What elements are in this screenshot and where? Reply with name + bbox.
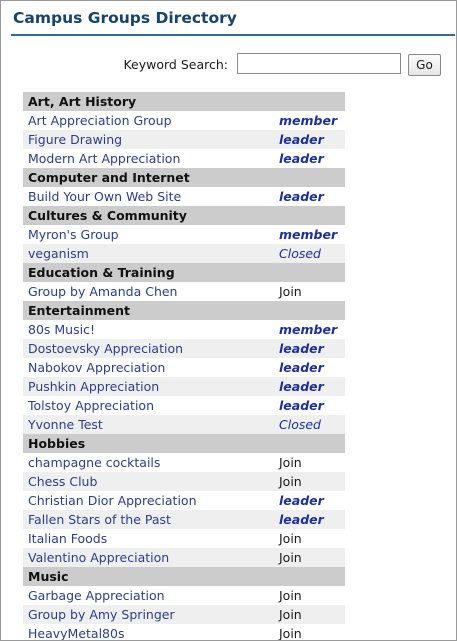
leader-status: leader xyxy=(279,493,324,508)
group-row xyxy=(23,472,345,491)
group-row xyxy=(23,130,345,149)
leader-status: leader xyxy=(279,132,324,147)
group-row xyxy=(23,586,345,605)
group-name-link[interactable]: Fallen Stars of the Past xyxy=(28,512,171,527)
search-bar xyxy=(1,53,456,77)
group-name-link[interactable]: Art Appreciation Group xyxy=(28,113,172,128)
group-row xyxy=(23,624,345,641)
group-row xyxy=(23,339,345,358)
group-name-link[interactable]: Yvonne Test xyxy=(28,417,103,432)
leader-status: leader xyxy=(279,398,324,413)
group-name-link[interactable]: HeavyMetal80s xyxy=(28,626,125,641)
group-row xyxy=(23,605,345,624)
join-link[interactable]: Join xyxy=(279,607,302,622)
category-header: Art, Art History xyxy=(23,92,345,111)
group-name-link[interactable]: Build Your Own Web Site xyxy=(28,189,182,204)
search-input[interactable] xyxy=(237,53,401,74)
group-row xyxy=(23,358,345,377)
closed-status: Closed xyxy=(279,417,321,432)
category-header: Education & Training xyxy=(23,263,345,282)
group-name-link[interactable]: Nabokov Appreciation xyxy=(28,360,166,375)
join-link[interactable]: Join xyxy=(279,588,302,603)
join-link[interactable]: Join xyxy=(279,626,302,641)
category-header: Entertainment xyxy=(23,301,345,320)
search-label: Keyword Search: xyxy=(123,57,228,72)
category-header: Computer and Internet xyxy=(23,168,345,187)
join-link[interactable]: Join xyxy=(279,474,302,489)
group-row xyxy=(23,396,345,415)
group-name-link[interactable]: 80s Music! xyxy=(28,322,95,337)
group-row xyxy=(23,491,345,510)
group-row xyxy=(23,320,345,339)
groups-directory xyxy=(23,92,345,641)
group-row xyxy=(23,187,345,206)
go-button[interactable]: Go xyxy=(408,54,441,76)
category-header: Music xyxy=(23,567,345,586)
join-link[interactable]: Join xyxy=(279,550,302,565)
leader-status: leader xyxy=(279,379,324,394)
group-row xyxy=(23,415,345,434)
page-title: Campus Groups Directory xyxy=(13,9,237,27)
group-name-link[interactable]: Group by Amy Springer xyxy=(28,607,175,622)
category-header: Hobbies xyxy=(23,434,345,453)
group-name-link[interactable]: Figure Drawing xyxy=(28,132,123,147)
group-row xyxy=(23,377,345,396)
group-name-link[interactable]: Italian Foods xyxy=(28,531,108,546)
leader-status: leader xyxy=(279,341,324,356)
group-name-link[interactable]: Chess Club xyxy=(28,474,98,489)
leader-status: leader xyxy=(279,360,324,375)
leader-status: leader xyxy=(279,151,324,166)
group-name-link[interactable]: Tolstoy Appreciation xyxy=(28,398,154,413)
member-status: member xyxy=(279,322,338,337)
group-name-link[interactable]: Modern Art Appreciation xyxy=(28,151,181,166)
join-link[interactable]: Join xyxy=(279,284,302,299)
group-row xyxy=(23,510,345,529)
member-status: member xyxy=(279,113,338,128)
group-name-link[interactable]: Valentino Appreciation xyxy=(28,550,170,565)
group-row xyxy=(23,244,345,263)
group-name-link[interactable]: Pushkin Appreciation xyxy=(28,379,160,394)
group-row xyxy=(23,282,345,301)
group-name-link[interactable]: Myron's Group xyxy=(28,227,119,242)
group-row xyxy=(23,111,345,130)
group-name-link[interactable]: veganism xyxy=(28,246,89,261)
title-divider xyxy=(11,34,455,36)
group-row xyxy=(23,529,345,548)
group-name-link[interactable]: Dostoevsky Appreciation xyxy=(28,341,184,356)
group-row xyxy=(23,225,345,244)
group-name-link[interactable]: champagne cocktails xyxy=(28,455,161,470)
closed-status: Closed xyxy=(279,246,321,261)
leader-status: leader xyxy=(279,512,324,527)
group-row xyxy=(23,453,345,472)
leader-status: leader xyxy=(279,189,324,204)
category-header: Cultures & Community xyxy=(23,206,345,225)
group-row xyxy=(23,548,345,567)
group-row xyxy=(23,149,345,168)
group-name-link[interactable]: Group by Amanda Chen xyxy=(28,284,178,299)
group-name-link[interactable]: Christian Dior Appreciation xyxy=(28,493,197,508)
join-link[interactable]: Join xyxy=(279,531,302,546)
group-name-link[interactable]: Garbage Appreciation xyxy=(28,588,165,603)
member-status: member xyxy=(279,227,338,242)
join-link[interactable]: Join xyxy=(279,455,302,470)
